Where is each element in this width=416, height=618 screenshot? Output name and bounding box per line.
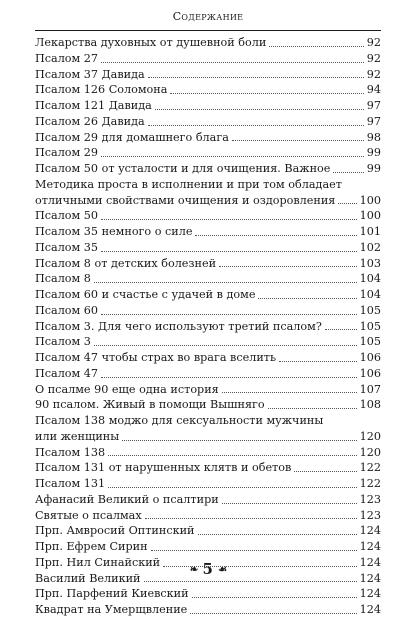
dot-leader [151, 550, 357, 551]
toc-entry-title: Псалом 126 Соломона [35, 83, 168, 97]
toc-entry [35, 193, 381, 209]
toc-entry-page: 124 [359, 555, 381, 569]
dot-leader [94, 345, 357, 346]
toc-entry-title: Афанасий Великий о псалтири [35, 492, 219, 506]
dot-leader [108, 487, 356, 488]
toc-entry-page: 103 [359, 256, 381, 270]
toc-entry-page: 100 [359, 193, 381, 207]
toc-entry-title: Псалом 27 [35, 51, 99, 65]
toc-entry-title: Квадрат на Умерщвление [35, 603, 188, 616]
toc-entry-page: 92 [366, 51, 381, 65]
toc-entry-page: 99 [366, 162, 381, 175]
dot-leader [148, 77, 364, 78]
header-rule [35, 30, 381, 31]
toc-entry-title: Псалом 138 [35, 445, 106, 459]
toc-entry-title: Василий Великий [35, 571, 141, 585]
toc-entry [35, 161, 381, 177]
dot-leader [268, 408, 357, 409]
toc-entry-page: 100 [359, 209, 381, 223]
dot-leader [222, 392, 357, 393]
toc-entry-title: Псалом 26 Давида [35, 114, 145, 128]
toc-entry [35, 382, 381, 398]
toc-entry-page: 92 [366, 36, 381, 49]
toc-entry-title: Псалом 37 Давида [35, 67, 145, 81]
dot-leader [155, 109, 364, 110]
dot-leader [294, 471, 356, 472]
toc-entry-page: 124 [359, 571, 381, 585]
toc-entry-title: Псалом 8 [35, 272, 91, 286]
toc-entry-page: 123 [359, 508, 381, 522]
dot-leader [325, 329, 357, 330]
toc-entry-page: 124 [359, 603, 381, 616]
toc-entry-page: 97 [366, 114, 381, 128]
dot-leader [338, 203, 356, 204]
toc-entry [35, 67, 381, 83]
toc-entry [35, 476, 381, 492]
toc-entry-page: 105 [359, 303, 381, 317]
toc-entry-title: Прп. Парфений Киевский [35, 587, 189, 601]
dot-leader [122, 440, 356, 441]
toc-entry-page: 106 [359, 366, 381, 380]
toc-entry-line [35, 177, 381, 193]
toc-entry [35, 82, 381, 98]
toc-entry [35, 460, 381, 476]
toc-entry-page: 108 [359, 398, 381, 412]
toc-entry-page: 104 [359, 272, 381, 286]
toc-entry-title: Псалом 131 [35, 477, 106, 490]
toc-entry [35, 586, 381, 602]
dot-leader [195, 235, 356, 236]
toc-entry-page: 99 [366, 146, 381, 160]
toc-entry [35, 240, 381, 256]
toc-entry-page: 98 [366, 130, 381, 144]
running-header: Содержание [172, 10, 244, 23]
dot-leader [101, 62, 364, 63]
toc-entry-page: 97 [366, 99, 381, 112]
toc-entry-page: 107 [359, 382, 381, 396]
toc-entry-title: Псалом 60 и счастье с удачей в доме [35, 288, 256, 301]
dot-leader [101, 377, 357, 378]
toc-entry-page: 120 [359, 429, 381, 443]
page-footer [0, 560, 416, 578]
toc-entry-page: 94 [366, 83, 381, 97]
toc-entry [35, 145, 381, 161]
toc-entry-title: Псалом 131 от нарушенных клятв и обетов [35, 461, 292, 475]
left-ornament-icon: ❧ [189, 564, 198, 576]
toc-entry [35, 319, 381, 335]
toc-entry-title: О псалме 90 еще одна история [35, 382, 219, 396]
toc-entry-title: Методика проста в исполнении и при том обладает [35, 177, 342, 191]
toc-entry-title: Псалом 47 чтобы страх во врага вселить [35, 351, 277, 364]
toc-entry-page: 105 [359, 335, 381, 349]
dot-leader [192, 597, 357, 598]
toc-entry-title: Псалом 138 моджо для сексуальности мужчины [35, 414, 324, 427]
toc-entry-title: Лекарства духовных от душевной боли [35, 36, 267, 49]
toc-entry-title: 90 псалом. Живый в помощи Вышняго [35, 398, 265, 412]
toc-entry [35, 303, 381, 319]
dot-leader [144, 581, 357, 582]
toc-entry [35, 256, 381, 272]
dot-leader [145, 518, 357, 519]
toc-entry-page: 92 [366, 67, 381, 81]
dot-leader [222, 503, 357, 504]
toc-entry-title: Псалом 29 [35, 146, 99, 160]
table-of-contents [35, 35, 381, 618]
toc-entry-title: Прп. Ефрем Сирин [35, 540, 148, 553]
toc-entry-title: Псалом 47 [35, 366, 99, 380]
toc-entry-page: 104 [359, 288, 381, 301]
dot-leader [108, 455, 356, 456]
toc-entry-page: 120 [359, 445, 381, 459]
toc-entry-title: Псалом 29 для домашнего блага [35, 130, 229, 144]
dot-leader [101, 251, 357, 252]
toc-entry-title: Псалом 60 [35, 303, 99, 317]
toc-entry [35, 445, 381, 461]
page-number: 5 [202, 560, 213, 578]
toc-entry-title: Прп. Амвросий Оптинский [35, 524, 195, 538]
toc-entry-title: Псалом 3. Для чего используют третий псалом? [35, 319, 322, 333]
dot-leader [269, 46, 363, 47]
dot-leader [101, 314, 357, 315]
toc-entry [35, 492, 381, 508]
toc-entry-title-continuation: отличными свойствами очищения и оздоровления [35, 193, 336, 207]
toc-entry [35, 208, 381, 224]
toc-entry-page: 122 [359, 477, 381, 490]
toc-entry-title-continuation: или женщины [35, 429, 120, 443]
toc-entry-page: 123 [359, 492, 381, 506]
toc-entry [35, 114, 381, 130]
toc-entry [35, 287, 381, 303]
toc-entry [35, 271, 381, 287]
dot-leader [170, 93, 363, 94]
toc-entry [35, 334, 381, 350]
toc-entry [35, 508, 381, 524]
toc-entry [35, 429, 381, 445]
dot-leader [101, 156, 364, 157]
toc-entry [35, 602, 381, 618]
toc-entry [35, 98, 381, 114]
toc-entry-page: 105 [359, 319, 381, 333]
dot-leader [232, 140, 364, 141]
toc-entry-page: 106 [359, 351, 381, 364]
toc-entry-title: Псалом 8 от детских болезней [35, 256, 217, 270]
toc-entry-title: Святые о псалмах [35, 508, 142, 522]
toc-entry [35, 523, 381, 539]
dot-leader [333, 172, 363, 173]
toc-entry [35, 350, 381, 366]
dot-leader [190, 613, 356, 614]
toc-entry [35, 51, 381, 67]
toc-entry-page: 101 [359, 225, 381, 238]
toc-entry-title: Псалом 50 [35, 209, 99, 223]
dot-leader [198, 534, 357, 535]
toc-entry-title: Псалом 50 от усталости и для очищения. Важное [35, 162, 331, 175]
toc-entry-page: 124 [359, 524, 381, 538]
toc-entry-title: Псалом 3 [35, 335, 91, 349]
toc-entry-page: 124 [359, 540, 381, 553]
toc-entry-title: Прп. Нил Синайский [35, 555, 161, 569]
dot-leader [101, 219, 357, 220]
toc-entry-title: Псалом 121 Давида [35, 99, 152, 112]
dot-leader [148, 125, 364, 126]
toc-entry-page: 124 [359, 587, 381, 601]
toc-entry [35, 35, 381, 51]
dot-leader [279, 361, 357, 362]
dot-leader [219, 266, 357, 267]
toc-entry [35, 397, 381, 413]
toc-entry [35, 539, 381, 555]
toc-entry-title: Псалом 35 немного о силе [35, 225, 193, 238]
dot-leader [94, 282, 357, 283]
toc-entry-page: 102 [359, 240, 381, 254]
dot-leader [258, 298, 356, 299]
toc-entry-line [35, 413, 381, 429]
right-ornament-icon: ☙ [218, 564, 227, 576]
toc-entry [35, 130, 381, 146]
toc-entry [35, 224, 381, 240]
toc-entry-page: 122 [359, 461, 381, 475]
toc-entry [35, 366, 381, 382]
toc-entry-title: Псалом 35 [35, 240, 99, 254]
